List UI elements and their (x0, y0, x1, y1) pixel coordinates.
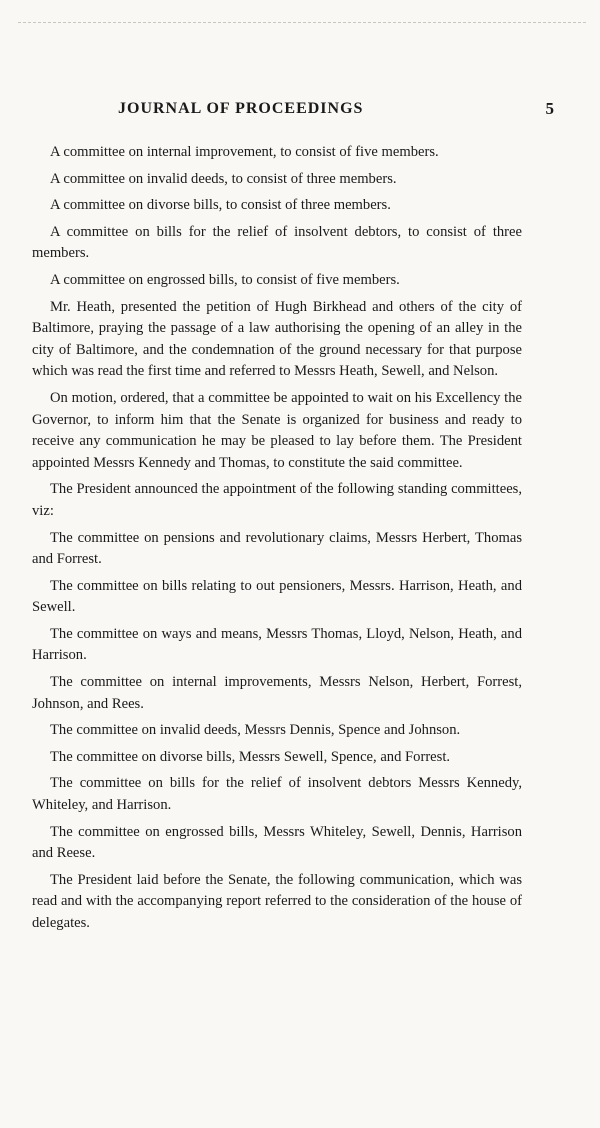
paragraph-engrossed-bills-members: The committee on engrossed bills, Messrs Whiteley, Sewell, Dennis, Harrison and Reese. (32, 823, 522, 862)
running-head: JOURNAL OF PROCEEDINGS (118, 100, 364, 117)
paragraph-insolvent-debtors-committee: A committee on bills for the relief of insolvent debtors, to consist of three members. (32, 223, 522, 262)
paragraph-president-communication: The President laid before the Senate, the following communication, which was read and with the accompanying report referred to the consideration of the house of delegates. (32, 871, 522, 931)
paragraph-invalid-deeds-committee: A committee on invalid deeds, to consist of three members. (50, 170, 397, 187)
paragraph-divorse-bills-committee: A committee on divorse bills, to consist of three members. (50, 197, 391, 214)
paragraph-governor-committee: On motion, ordered, that a committee be appointed to wait on his Excellency the Governor, to inform him that the Senate is organized for business and ready to receive any communication he may be pleased to lay before them. The President appointed Messrs Kennedy and Thomas, to constitute the said committee. (32, 389, 522, 471)
body-text (32, 142, 522, 935)
paragraph-out-pensioners-committee: The committee on bills relating to out pensioners, Messrs. Harrison, Heath, and Sewell. (32, 577, 522, 616)
top-rule (18, 22, 586, 23)
page-number: 5 (545, 99, 554, 118)
page-header (30, 99, 554, 124)
paragraph-heath-petition: Mr. Heath, presented the petition of Hugh Birkhead and others of the city of Baltimore, praying the passage of a law authorising the opening of an alley in the city of Baltimore, and the condemnation of the ground necessary for that purpose which was read the first time and referred to Messrs Heath, Sewell, and Nelson. (32, 298, 522, 380)
paragraph-invalid-deeds-members: The committee on invalid deeds, Messrs Dennis, Spence and Johnson. (50, 722, 461, 739)
paragraph-divorse-bills-members: The committee on divorse bills, Messrs Sewell, Spence, and Forrest. (50, 748, 451, 765)
paragraph-engrossed-bills-committee: A committee on engrossed bills, to consist of five members. (50, 271, 400, 288)
paragraph-pensions-committee: The committee on pensions and revolutionary claims, Messrs Herbert, Thomas and Forrest. (32, 529, 522, 568)
paragraph-ways-means-committee: The committee on ways and means, Messrs Thomas, Lloyd, Nelson, Heath, and Harrison. (32, 625, 522, 664)
paragraph-insolvent-debtors-members: The committee on bills for the relief of insolvent debtors Messrs Kennedy, Whiteley, and Harrison. (32, 775, 522, 814)
paragraph-internal-improvements-members: The committee on internal improvements, Messrs Nelson, Herbert, Forrest, Johnson, and Rees. (32, 674, 522, 712)
paragraph-standing-committees-intro: The President announced the appointment of the following standing committees, viz: (32, 481, 522, 519)
paragraph-internal-improvement-committee: A committee on internal improvement, to consist of five members. (50, 144, 439, 160)
